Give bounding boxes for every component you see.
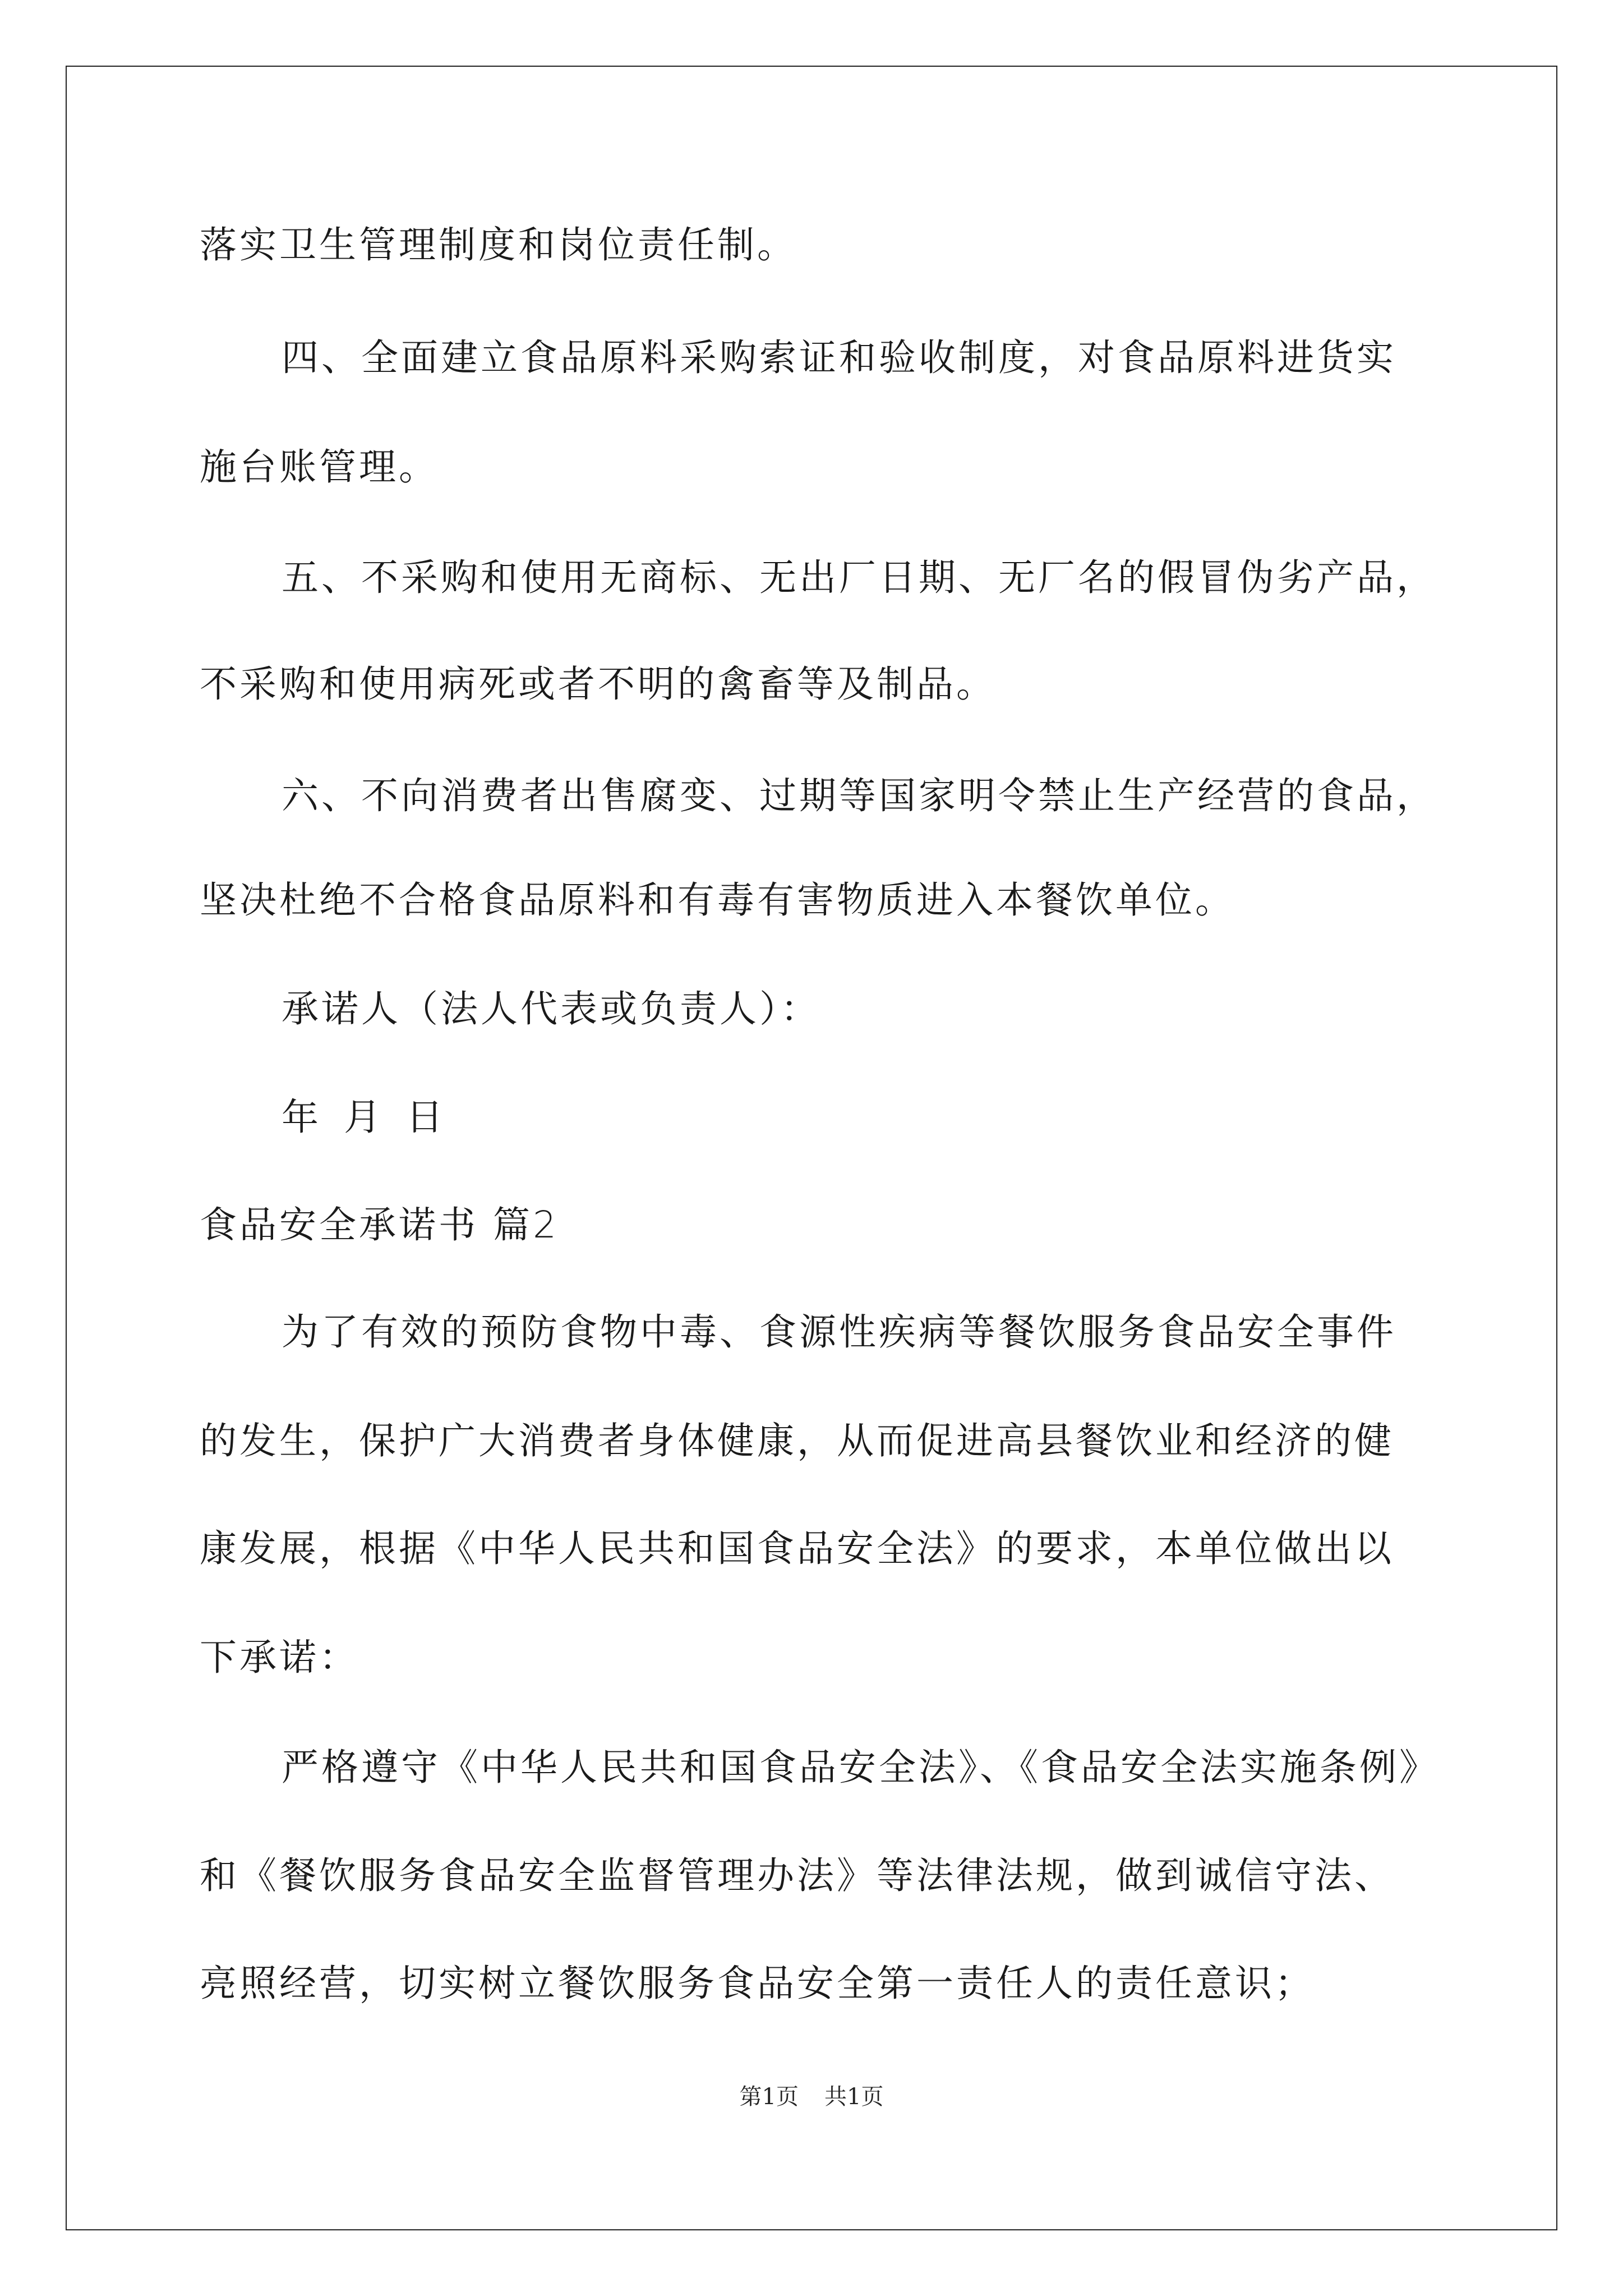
page-footer [0,2086,1623,2108]
date-day: 日 [406,1096,446,1139]
text-line: 亮照经营，切实树立餐饮服务食品安全第一责任人的责任意识； [200,1962,1315,2005]
text-line: 和《餐饮服务食品安全监督管理办法》等法律法规，做到诚信守法、 [200,1854,1394,1897]
text-line: 的发生，保护广大消费者身体健康，从而促进高县餐饮业和经济的健 [200,1419,1394,1462]
text-line: 不采购和使用病死或者不明的禽畜等及制品。 [200,662,996,706]
text-line: 为了有效的预防食物中毒、食源性疾病等餐饮服务食品安全事件 [282,1310,1396,1354]
page-number-total: 共1页 [824,2084,884,2110]
signature-label: 承诺人（法人代表或负责人）： [282,987,820,1030]
page-number-current: 第1页 [739,2084,799,2110]
text-line: 六、不向消费者出售腐变、过期等国家明令禁止生产经营的食品， [282,774,1436,817]
text-line: 坚决杜绝不合格食品原料和有毒有害物质进入本餐饮单位。 [200,878,1235,922]
date-month: 月 [344,1096,384,1139]
text-line: 严格遵守《中华人民共和国食品安全法》、《食品安全法实施条例》 [282,1746,1439,1789]
page-frame [66,66,1557,2230]
date-year: 年 [282,1096,321,1139]
text-line: 下承诺： [200,1636,359,1679]
text-line: 四、全面建立食品原料采购索证和验收制度，对食品原料进货实 [282,336,1396,379]
text-line: 施台账管理。 [200,445,439,489]
text-line: 康发展，根据《中华人民共和国食品安全法》的要求，本单位做出以 [200,1527,1394,1570]
text-line: 五、不采购和使用无商标、无出厂日期、无厂名的假冒伪劣产品， [282,556,1436,599]
section-heading: 食品安全承诺书 篇2 [200,1203,559,1246]
date-line [282,1096,446,1139]
text-line: 落实卫生管理制度和岗位责任制。 [200,223,797,266]
